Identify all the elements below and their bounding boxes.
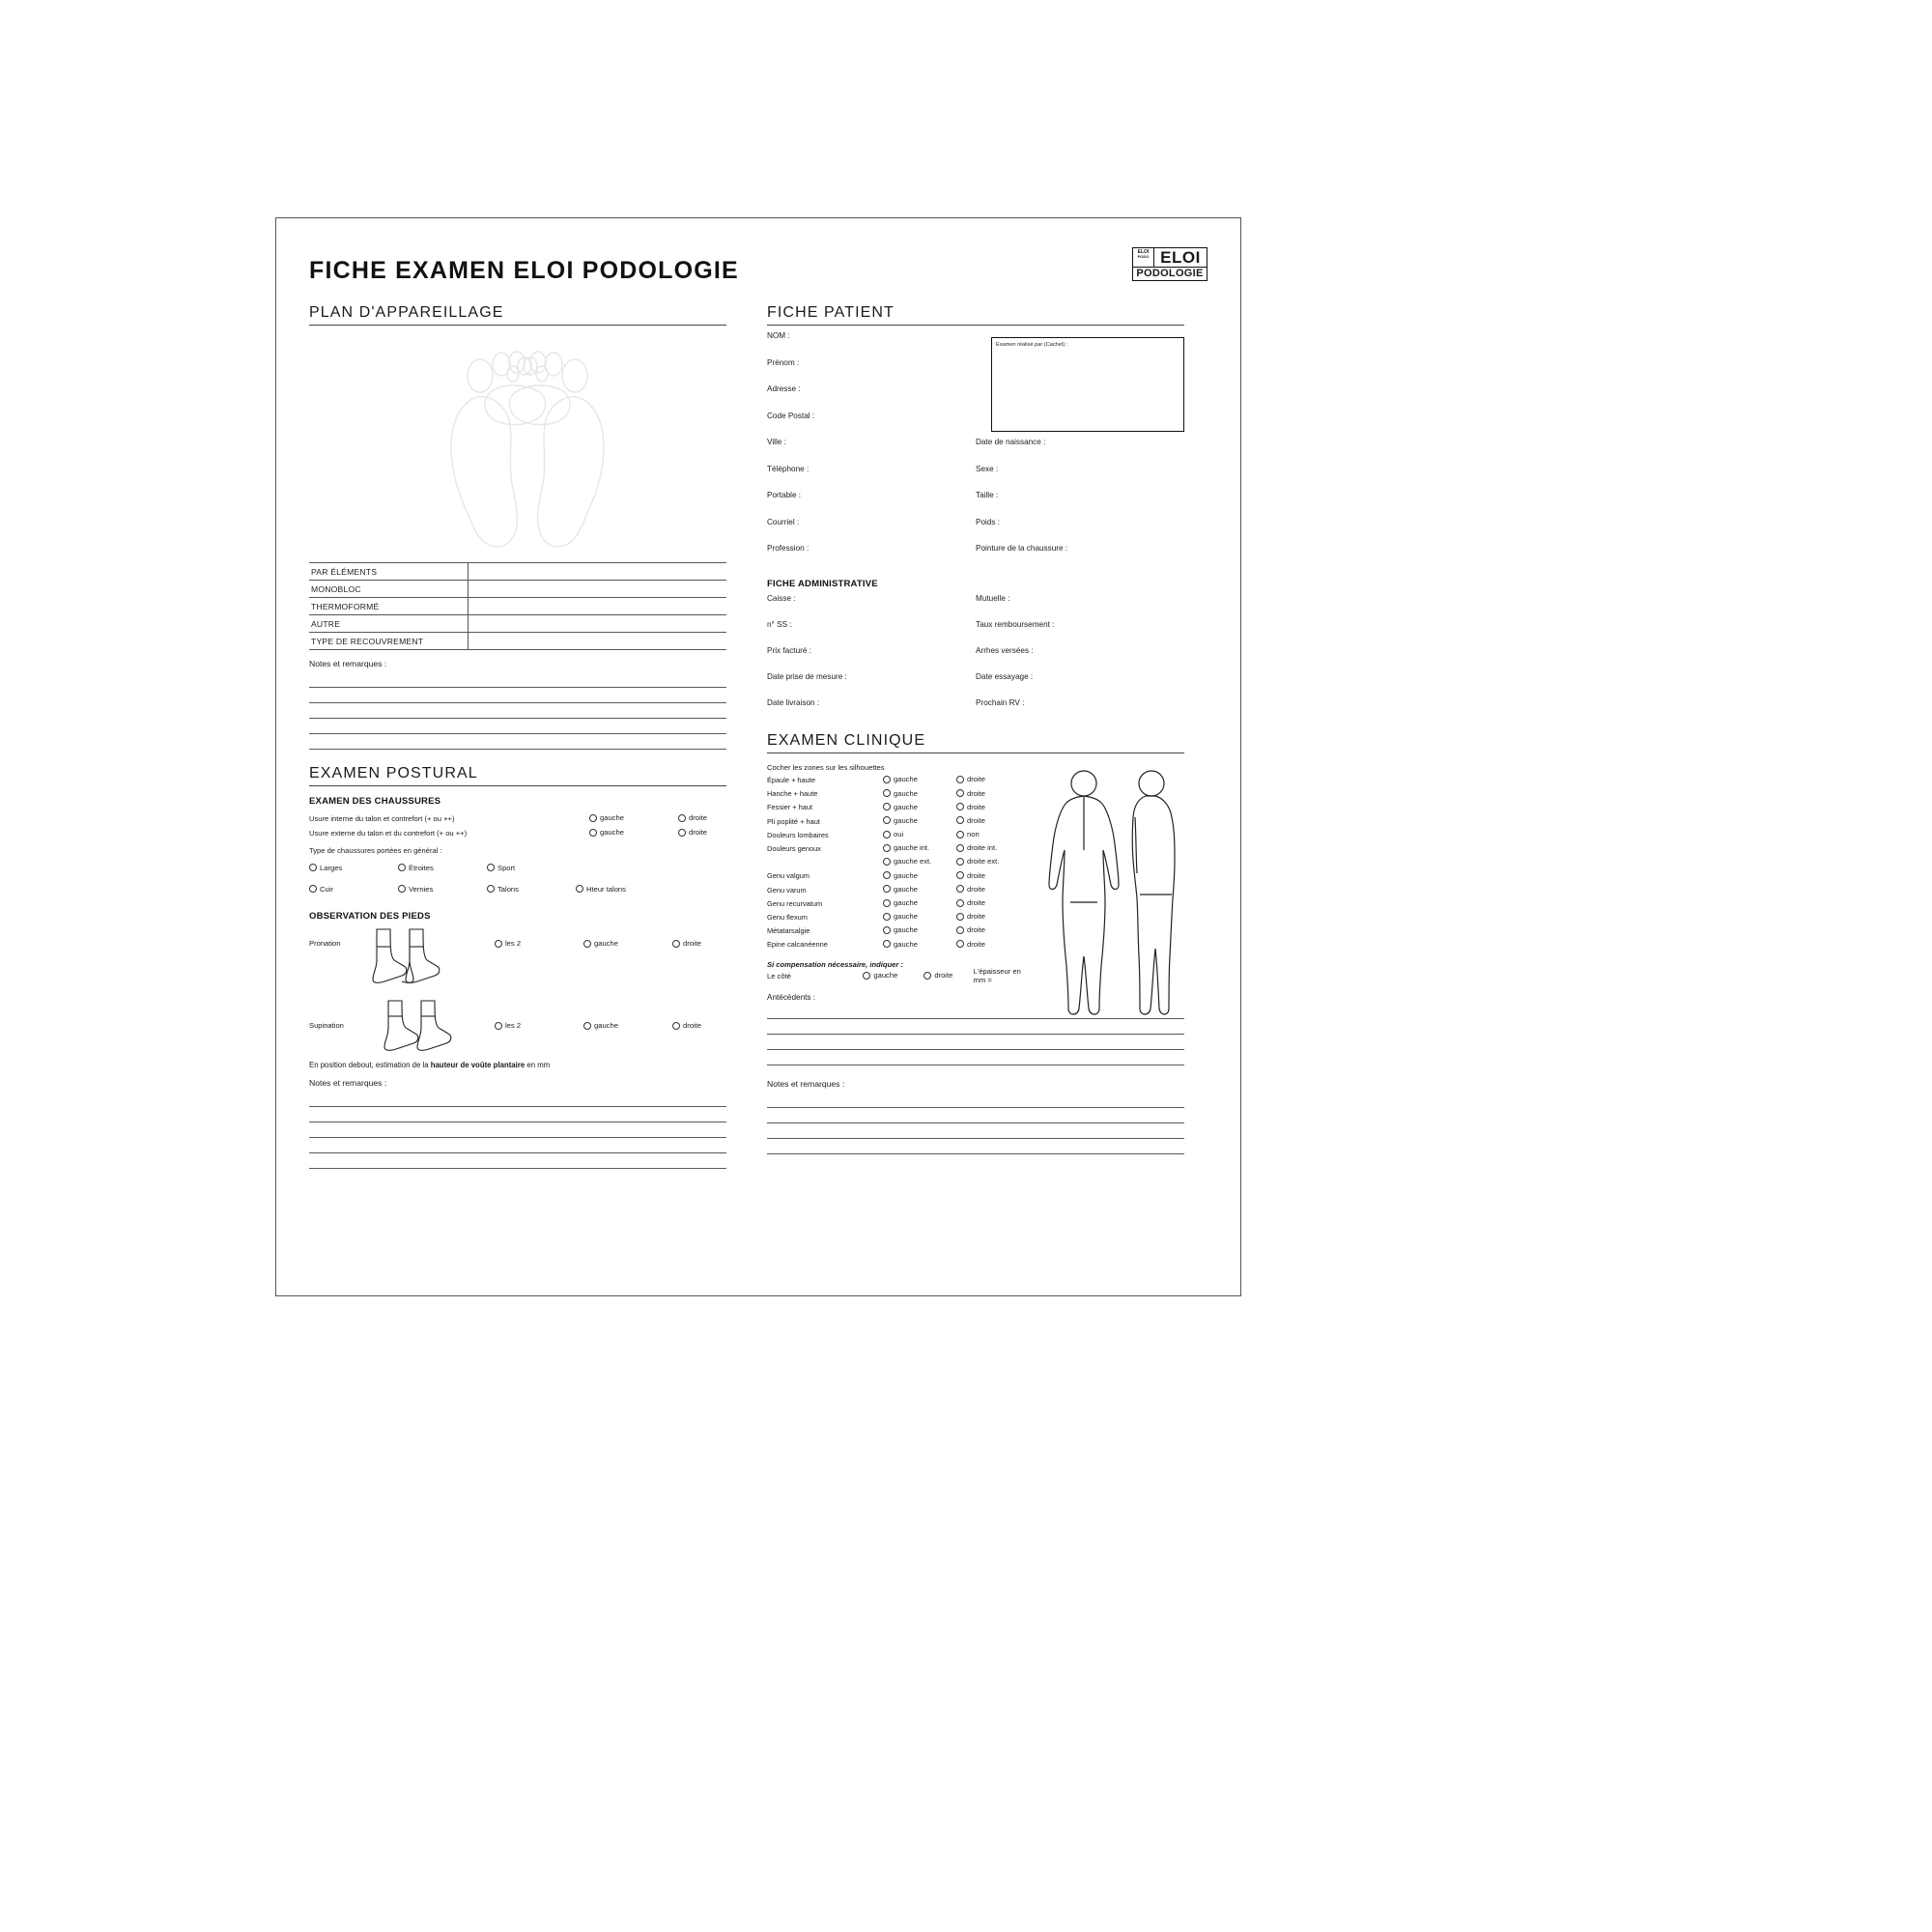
supination-label: Supination xyxy=(309,1021,344,1030)
radio-label: gauche xyxy=(894,912,918,922)
radio-compensation-droite[interactable] xyxy=(923,971,952,980)
row-label: Genu recurvatum xyxy=(767,898,823,908)
body-silhouettes-illustration[interactable] xyxy=(1039,767,1184,1033)
radio-sport[interactable] xyxy=(487,864,515,872)
radio-circle-icon xyxy=(678,829,686,837)
radio-circle-icon xyxy=(956,789,964,797)
radio-hanche-gauche[interactable] xyxy=(883,789,918,798)
radio-genoux-gauche-int[interactable] xyxy=(883,843,929,852)
clinique-row-genu-flexum xyxy=(767,910,1030,923)
radio-talons[interactable] xyxy=(487,885,519,894)
field-mutuelle[interactable]: Mutuelle : xyxy=(976,593,1010,603)
row-label: Pli poplité + haut xyxy=(767,816,820,826)
radio-usure-externe-droite[interactable] xyxy=(678,828,707,837)
row-label: Genu flexum xyxy=(767,912,808,922)
clinique-row-douleurs-genoux xyxy=(767,841,1030,855)
write-line[interactable] xyxy=(767,1108,1184,1123)
right-column xyxy=(767,304,1184,1169)
pronation-label: Pronation xyxy=(309,939,341,948)
radio-circle-icon xyxy=(583,940,591,948)
radio-circle-icon xyxy=(883,926,891,934)
radio-circle-icon xyxy=(883,913,891,921)
radio-label: Vernies xyxy=(409,884,434,894)
radio-hanche-droite[interactable] xyxy=(956,789,985,798)
radio-pli-poplite-droite[interactable] xyxy=(956,816,985,825)
field-pointure[interactable]: Pointure de la chaussure : xyxy=(976,544,1068,553)
field-taux-remboursement[interactable]: Taux remboursement : xyxy=(976,619,1055,629)
radio-label: gauche xyxy=(894,775,918,784)
clinique-row-fessier xyxy=(767,801,1030,814)
field-sexe[interactable]: Sexe : xyxy=(976,464,999,473)
row-label: TYPE DE RECOUVREMENT xyxy=(309,633,469,650)
radio-label: droite xyxy=(967,884,985,894)
clinique-row-genu-recurvatum xyxy=(767,896,1030,910)
section-title-appareillage: PLAN D'APPAREILLAGE xyxy=(309,304,726,326)
row-value[interactable] xyxy=(469,563,727,581)
pronation-options xyxy=(495,939,701,948)
row-label: Genu varum xyxy=(767,885,807,895)
clinique-row-pli-poplite xyxy=(767,814,1030,828)
radio-label: droite int. xyxy=(967,843,998,853)
write-line[interactable] xyxy=(309,734,726,750)
radio-circle-icon xyxy=(956,940,964,948)
radio-epine-droite[interactable] xyxy=(956,940,985,949)
radio-circle-icon xyxy=(883,789,891,797)
radio-label: droite xyxy=(967,788,985,798)
radio-label: Sport xyxy=(497,863,516,872)
field-prix-facture[interactable]: Prix facturé : xyxy=(767,645,811,655)
write-line[interactable] xyxy=(309,672,726,688)
radio-label: droite xyxy=(967,815,985,825)
field-date-prise-mesure[interactable]: Date prise de mesure : xyxy=(767,671,847,681)
radio-label: droite xyxy=(967,939,985,949)
document-header xyxy=(309,247,1208,285)
radio-label: gauche xyxy=(894,939,918,949)
field-date-naissance[interactable]: Date de naissance : xyxy=(976,438,1046,446)
write-line[interactable] xyxy=(309,688,726,703)
table-row[interactable] xyxy=(309,615,726,633)
section-title-patient: FICHE PATIENT xyxy=(767,304,1184,326)
radio-label: Étroites xyxy=(409,863,434,872)
ankle-illustrations xyxy=(369,927,475,1058)
clinique-row-douleurs-genoux-ext xyxy=(767,856,1030,869)
table-row[interactable] xyxy=(309,563,726,581)
radio-circle-icon xyxy=(495,1022,502,1030)
radio-circle-icon xyxy=(956,858,964,866)
shoe-type-label: Type de chaussures portées en général : xyxy=(309,846,442,855)
radio-label: gauche xyxy=(894,925,918,935)
field-num-ss[interactable]: n° SS : xyxy=(767,619,792,629)
row-label: Épaule + haute xyxy=(767,776,815,785)
radio-cuir[interactable] xyxy=(309,885,333,894)
radio-circle-icon xyxy=(956,871,964,879)
row-value[interactable] xyxy=(469,598,727,615)
radio-circle-icon xyxy=(309,885,317,893)
radio-label: oui xyxy=(894,830,904,839)
compensation-title: Si compensation nécessaire, indiquer : xyxy=(767,959,903,969)
row-value[interactable] xyxy=(469,581,727,598)
radio-circle-icon xyxy=(487,885,495,893)
radio-usure-interne-droite[interactable] xyxy=(678,813,707,822)
table-row[interactable] xyxy=(309,633,726,650)
write-line[interactable] xyxy=(767,1123,1184,1139)
radio-metatarsalgie-droite[interactable] xyxy=(956,925,985,934)
form-page xyxy=(275,217,1241,1296)
radio-circle-icon xyxy=(883,831,891,838)
field-poids[interactable]: Poids : xyxy=(976,517,1001,526)
radio-pli-poplite-gauche[interactable] xyxy=(883,816,918,825)
radio-circle-icon xyxy=(495,940,502,948)
clinique-row-douleurs-lombaires xyxy=(767,828,1030,841)
stamp-box[interactable] xyxy=(991,337,1184,432)
compensation-thickness-label[interactable]: L'épaisseur en mm = xyxy=(973,967,1021,985)
radio-lombaires-non[interactable] xyxy=(956,830,980,838)
radio-genu-flexum-gauche[interactable] xyxy=(883,912,918,921)
field-profession[interactable]: Profession : xyxy=(767,544,810,553)
shoe-wear-internal-row xyxy=(309,811,726,826)
radio-label: gauche xyxy=(600,828,624,838)
field-caisse[interactable]: Caisse : xyxy=(767,593,796,603)
clinique-checklist xyxy=(767,763,1030,983)
radio-genoux-droite-int[interactable] xyxy=(956,843,997,852)
radio-circle-icon xyxy=(583,1022,591,1030)
write-line[interactable] xyxy=(309,1107,726,1122)
radio-genu-valgum-gauche[interactable] xyxy=(883,871,918,880)
row-label: Fessier + haut xyxy=(767,803,813,812)
radio-epaule-gauche[interactable] xyxy=(883,775,918,783)
subsection-title-chaussures: EXAMEN DES CHAUSSURES xyxy=(309,796,441,807)
radio-pronation-gauche[interactable] xyxy=(583,939,672,948)
field-prenom[interactable]: Prénom : xyxy=(767,357,800,367)
radio-label: gauche xyxy=(894,788,918,798)
radio-circle-icon xyxy=(956,885,964,893)
radio-epine-gauche[interactable] xyxy=(883,940,918,949)
write-line[interactable] xyxy=(767,1139,1184,1154)
shoe-wear-external-row xyxy=(309,826,726,840)
field-courriel[interactable]: Courriel : xyxy=(767,517,800,526)
postural-notes-label: Notes et remarques : xyxy=(309,1078,387,1088)
radio-circle-icon xyxy=(883,803,891,810)
write-line[interactable] xyxy=(309,1092,726,1107)
radio-label: droite xyxy=(689,813,707,823)
arch-height-note xyxy=(309,1061,726,1069)
radio-circle-icon xyxy=(956,803,964,810)
radio-circle-icon xyxy=(883,858,891,866)
radio-genu-varum-gauche[interactable] xyxy=(883,885,918,894)
radio-circle-icon xyxy=(672,940,680,948)
radio-usure-externe-gauche[interactable] xyxy=(589,828,624,837)
radio-circle-icon xyxy=(883,844,891,852)
radio-vernies[interactable] xyxy=(398,885,433,894)
row-label: Douleurs genoux xyxy=(767,844,821,854)
row-label: AUTRE xyxy=(309,615,469,633)
radio-pronation-droite[interactable] xyxy=(672,939,701,948)
write-line[interactable] xyxy=(309,703,726,719)
radio-label: droite xyxy=(967,898,985,908)
row-label: Métatarsalgie xyxy=(767,926,810,936)
radio-supination-droite[interactable] xyxy=(672,1021,701,1030)
left-column xyxy=(309,304,726,1169)
radio-circle-icon xyxy=(398,864,406,871)
radio-circle-icon xyxy=(863,972,870,980)
appareillage-notes-label: Notes et remarques : xyxy=(309,659,387,668)
field-arrhes-versees[interactable]: Arrhes versées : xyxy=(976,645,1034,655)
radio-etroites[interactable] xyxy=(398,864,434,872)
radio-genoux-droite-ext[interactable] xyxy=(956,857,999,866)
radio-genu-flexum-droite[interactable] xyxy=(956,912,985,921)
row-label: Usure externe du talon et du contrefort (+ ou ++) xyxy=(309,829,468,838)
write-line[interactable] xyxy=(767,1050,1184,1065)
radio-label: gauche xyxy=(894,898,918,908)
footprints-illustration xyxy=(309,331,726,558)
supination-options xyxy=(495,1021,701,1030)
radio-larges[interactable] xyxy=(309,864,342,872)
subsection-title-pieds: OBSERVATION DES PIEDS xyxy=(309,911,431,922)
write-line[interactable] xyxy=(767,1035,1184,1050)
clinique-row-metatarsalgie xyxy=(767,924,1030,938)
radio-circle-icon xyxy=(883,776,891,783)
appareillage-notes-lines[interactable] xyxy=(309,672,726,750)
radio-label: droite xyxy=(689,828,707,838)
radio-label: droite xyxy=(967,802,985,811)
antecedents-label: Antécédents : xyxy=(767,992,816,1002)
row-label: Epine calcanéenne xyxy=(767,940,828,950)
radio-label: gauche xyxy=(594,939,618,948)
radio-label: gauche xyxy=(873,971,898,980)
radio-circle-icon xyxy=(956,776,964,783)
radio-circle-icon xyxy=(487,864,495,871)
row-label: Usure interne du talon et contrefort (+ ou ++) xyxy=(309,814,455,823)
radio-label: droite xyxy=(967,775,985,784)
arch-note-pre: En position debout, estimation de la xyxy=(309,1061,431,1069)
compensation-row xyxy=(767,969,1030,983)
clinique-row-epaule xyxy=(767,774,1030,787)
radio-label: gauche xyxy=(894,802,918,811)
arch-note-bold: hauteur de voûte plantaire xyxy=(430,1061,526,1069)
radio-genu-varum-droite[interactable] xyxy=(956,885,985,894)
radio-epaule-droite[interactable] xyxy=(956,775,985,783)
field-date-livraison[interactable]: Date livraison : xyxy=(767,697,820,707)
field-taille[interactable]: Taille : xyxy=(976,491,999,499)
radio-genu-valgum-droite[interactable] xyxy=(956,871,985,880)
radio-label: droite xyxy=(683,1021,701,1030)
clinique-row-epine-calcaneenne xyxy=(767,938,1030,952)
radio-label: non xyxy=(967,830,980,839)
row-label: Genu valgum xyxy=(767,871,810,881)
row-label: THERMOFORMÉ xyxy=(309,598,469,615)
row-label: Hanche + haute xyxy=(767,789,818,799)
radio-label: droite xyxy=(967,912,985,922)
radio-label: droite xyxy=(683,939,701,948)
radio-circle-icon xyxy=(589,829,597,837)
radio-genu-recurvatum-gauche[interactable] xyxy=(883,898,918,907)
radio-circle-icon xyxy=(956,913,964,921)
write-line[interactable] xyxy=(767,1093,1184,1108)
radio-circle-icon xyxy=(923,972,931,980)
radio-lombaires-oui[interactable] xyxy=(883,830,903,838)
radio-label: gauche xyxy=(600,813,624,823)
radio-circle-icon xyxy=(883,899,891,907)
patient-fields xyxy=(767,331,1184,571)
radio-label: les 2 xyxy=(505,1021,522,1030)
section-title-clinique: EXAMEN CLINIQUE xyxy=(767,732,1184,753)
radio-circle-icon xyxy=(589,814,597,822)
appareillage-table xyxy=(309,562,726,650)
clinique-instruction: Cocher les zones sur les silhouettes xyxy=(767,762,885,772)
radio-label: droite xyxy=(934,971,953,980)
field-ville[interactable]: Ville : xyxy=(767,438,786,446)
radio-metatarsalgie-gauche[interactable] xyxy=(883,925,918,934)
radio-supination-les2[interactable] xyxy=(495,1021,583,1030)
radio-label: Hteur talons xyxy=(586,884,626,894)
field-date-essayage[interactable]: Date essayage : xyxy=(976,671,1034,681)
row-value[interactable] xyxy=(469,615,727,633)
field-nom[interactable]: NOM : xyxy=(767,331,790,340)
radio-circle-icon xyxy=(956,844,964,852)
radio-supination-gauche[interactable] xyxy=(583,1021,672,1030)
row-label: PAR ÉLÉMENTS xyxy=(309,563,469,581)
radio-circle-icon xyxy=(883,940,891,948)
clinique-notes-label: Notes et remarques : xyxy=(767,1078,845,1089)
radio-usure-interne-gauche[interactable] xyxy=(589,813,624,822)
write-line[interactable] xyxy=(309,1122,726,1138)
row-label: Douleurs lombaires xyxy=(767,830,829,839)
write-line[interactable] xyxy=(309,719,726,734)
table-row[interactable] xyxy=(309,598,726,615)
radio-label: gauche xyxy=(894,870,918,880)
radio-label: gauche xyxy=(594,1021,618,1030)
logo-subtitle: PODOLOGIE xyxy=(1136,268,1204,279)
clinique-row-genu-varum xyxy=(767,883,1030,896)
row-label: Le côté xyxy=(767,971,791,980)
radio-pronation-les2[interactable] xyxy=(495,939,583,948)
clinique-row-hanche xyxy=(767,787,1030,801)
radio-circle-icon xyxy=(883,816,891,824)
radio-circle-icon xyxy=(883,885,891,893)
clinique-row-genu-valgum xyxy=(767,869,1030,883)
radio-label: les 2 xyxy=(505,939,522,948)
radio-label: gauche xyxy=(894,884,918,894)
radio-label: droite ext. xyxy=(967,857,1000,867)
radio-circle-icon xyxy=(956,899,964,907)
clinique-notes-lines[interactable] xyxy=(767,1093,1184,1154)
radio-circle-icon xyxy=(956,926,964,934)
postural-notes-lines[interactable] xyxy=(309,1092,726,1169)
radio-label: Talons xyxy=(497,884,519,894)
logo-name: ELOI xyxy=(1160,248,1201,267)
radio-label: droite xyxy=(967,870,985,880)
radio-hauteur-talons[interactable] xyxy=(576,885,626,894)
field-telephone[interactable]: Téléphone : xyxy=(767,464,810,473)
field-adresse[interactable]: Adresse : xyxy=(767,384,801,393)
radio-circle-icon xyxy=(309,864,317,871)
section-title-administrative: FICHE ADMINISTRATIVE xyxy=(767,578,878,589)
radio-label: droite xyxy=(967,925,985,935)
foot-observation-block xyxy=(309,927,726,1053)
radio-circle-icon xyxy=(398,885,406,893)
page-title: FICHE EXAMEN ELOI PODOLOGIE xyxy=(309,257,739,284)
field-code-postal[interactable]: Code Postal : xyxy=(767,411,815,420)
logo-mark-icon: ELOI PODO xyxy=(1133,248,1154,267)
clinique-block xyxy=(767,763,1184,1154)
radio-label: Larges xyxy=(320,863,343,872)
shoe-type-options-row2 xyxy=(309,880,726,897)
radio-circle-icon xyxy=(956,816,964,824)
section-title-postural: EXAMEN POSTURAL xyxy=(309,765,726,786)
radio-label: gauche ext. xyxy=(894,857,932,867)
radio-fessier-droite[interactable] xyxy=(956,803,985,811)
stamp-label: Examen réalisé par (Cachet) : xyxy=(996,342,1068,348)
radio-genu-recurvatum-droite[interactable] xyxy=(956,898,985,907)
radio-circle-icon xyxy=(678,814,686,822)
write-line[interactable] xyxy=(309,1138,726,1153)
arch-note-post: en mm xyxy=(525,1061,551,1069)
table-row[interactable] xyxy=(309,581,726,598)
field-portable[interactable]: Portable : xyxy=(767,491,802,499)
field-prochain-rv[interactable]: Prochain RV : xyxy=(976,697,1025,707)
radio-circle-icon xyxy=(883,871,891,879)
radio-label: gauche int. xyxy=(894,843,930,853)
logo xyxy=(1132,247,1208,281)
row-label: MONOBLOC xyxy=(309,581,469,598)
radio-circle-icon xyxy=(956,831,964,838)
shoe-type-options-row1 xyxy=(309,859,726,876)
radio-circle-icon xyxy=(576,885,583,893)
radio-genoux-gauche-ext[interactable] xyxy=(883,857,931,866)
radio-circle-icon xyxy=(672,1022,680,1030)
row-value[interactable] xyxy=(469,633,727,650)
write-line[interactable] xyxy=(309,1153,726,1169)
administrative-fields xyxy=(767,594,1184,724)
radio-fessier-gauche[interactable] xyxy=(883,803,918,811)
radio-label: Cuir xyxy=(320,884,333,894)
radio-compensation-gauche[interactable] xyxy=(863,971,897,980)
radio-label: gauche xyxy=(894,815,918,825)
